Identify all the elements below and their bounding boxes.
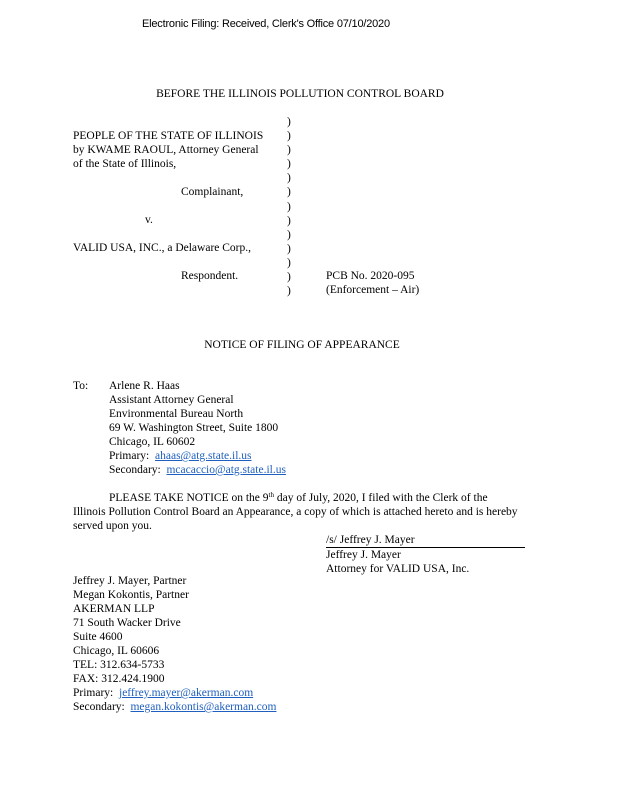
- caption-paren: ): [287, 116, 291, 128]
- plaintiff-line: PEOPLE OF THE STATE OF ILLINOIS: [73, 130, 264, 142]
- versus-label: v.: [145, 214, 153, 226]
- counsel-line: Chicago, IL 60606: [73, 645, 160, 657]
- notice-paragraph-line: [73, 491, 518, 505]
- primary-email-label: Primary:: [73, 687, 114, 699]
- counsel-contact-block: [73, 574, 276, 714]
- secondary-email-label: Secondary:: [73, 701, 125, 713]
- notice-text-end: day of July, 2020, I filed with the Clerk of the: [274, 492, 488, 504]
- caption-paren: ): [287, 200, 291, 213]
- plaintiff-block: [73, 129, 263, 171]
- counsel-primary-email-link[interactable]: jeffrey.mayer@akerman.com: [119, 687, 254, 699]
- counsel-line: Jeffrey J. Mayer, Partner: [73, 575, 187, 587]
- notice-paragraph-line: Illinois Pollution Control Board an Appearance, a copy of which is attached hereto and is hereby: [73, 506, 518, 518]
- respondent-label: Respondent.: [181, 270, 239, 282]
- addressee-primary-row: [109, 449, 286, 463]
- counsel-primary-row: [73, 686, 276, 700]
- addressee-line: 69 W. Washington Street, Suite 1800: [109, 422, 279, 434]
- electronic-signature: /s/ Jeffrey J. Mayer: [326, 534, 525, 548]
- secondary-email-label: Secondary:: [109, 464, 161, 476]
- counsel-line: Suite 4600: [73, 631, 123, 643]
- caption-paren: ): [287, 228, 291, 241]
- signer-role: Attorney for VALID USA, Inc.: [326, 563, 470, 575]
- counsel-secondary-row: [73, 700, 276, 714]
- counsel-line: 71 South Wacker Drive: [73, 617, 181, 629]
- caption-paren: ): [287, 172, 291, 185]
- caption-paren: ): [287, 271, 291, 284]
- counsel-secondary-email-link[interactable]: megan.kokontis@akerman.com: [130, 701, 277, 713]
- plaintiff-line: of the State of Illinois,: [73, 158, 177, 170]
- addressee-secondary-email-link[interactable]: mcacaccio@atg.state.il.us: [166, 464, 286, 476]
- notice-paragraph: [73, 491, 518, 533]
- addressee-line: Assistant Attorney General: [109, 394, 234, 406]
- defendant-name: VALID USA, INC., a Delaware Corp.,: [73, 242, 252, 254]
- case-type: (Enforcement – Air): [326, 284, 420, 296]
- complainant-label: Complainant,: [181, 186, 244, 198]
- caption-paren: ): [287, 158, 291, 171]
- filing-stamp-header: Electronic Filing: Received, Clerk's Office 07/10/2020: [142, 18, 390, 30]
- addressee-secondary-row: [109, 463, 286, 477]
- board-title: BEFORE THE ILLINOIS POLLUTION CONTROL BOARD: [156, 88, 444, 100]
- caption-parenthesis-column: [287, 115, 291, 298]
- to-label: To:: [73, 380, 89, 392]
- counsel-line: Megan Kokontis, Partner: [73, 589, 189, 601]
- signer-name: Jeffrey J. Mayer: [326, 549, 401, 561]
- addressee-line: Chicago, IL 60602: [109, 436, 196, 448]
- ordinal-suffix: th: [268, 491, 274, 499]
- notice-paragraph-line: served upon you.: [73, 520, 152, 532]
- addressee-primary-email-link[interactable]: ahaas@atg.state.il.us: [155, 450, 252, 462]
- notice-title: NOTICE OF FILING OF APPEARANCE: [204, 339, 400, 351]
- counsel-phone: TEL: 312.634-5733: [73, 659, 165, 671]
- caption-paren: ): [287, 214, 291, 227]
- addressee-line: Environmental Bureau North: [109, 408, 244, 420]
- firm-name: AKERMAN LLP: [73, 603, 155, 615]
- caption-paren: ): [287, 256, 291, 269]
- caption-paren: ): [287, 130, 291, 143]
- caption-paren: ): [287, 242, 291, 255]
- case-number: PCB No. 2020-095: [326, 270, 415, 282]
- caption-paren: ): [287, 186, 291, 199]
- counsel-fax: FAX: 312.424.1900: [73, 673, 165, 685]
- caption-paren: ): [287, 144, 291, 157]
- addressee-line: Arlene R. Haas: [109, 380, 180, 392]
- caption-paren: ): [287, 285, 291, 298]
- addressee-block: [109, 379, 286, 477]
- notice-text-start: PLEASE TAKE NOTICE on the 9: [109, 492, 269, 504]
- primary-email-label: Primary:: [109, 450, 150, 462]
- plaintiff-line: by KWAME RAOUL, Attorney General: [73, 144, 259, 156]
- signature-block: [326, 533, 525, 576]
